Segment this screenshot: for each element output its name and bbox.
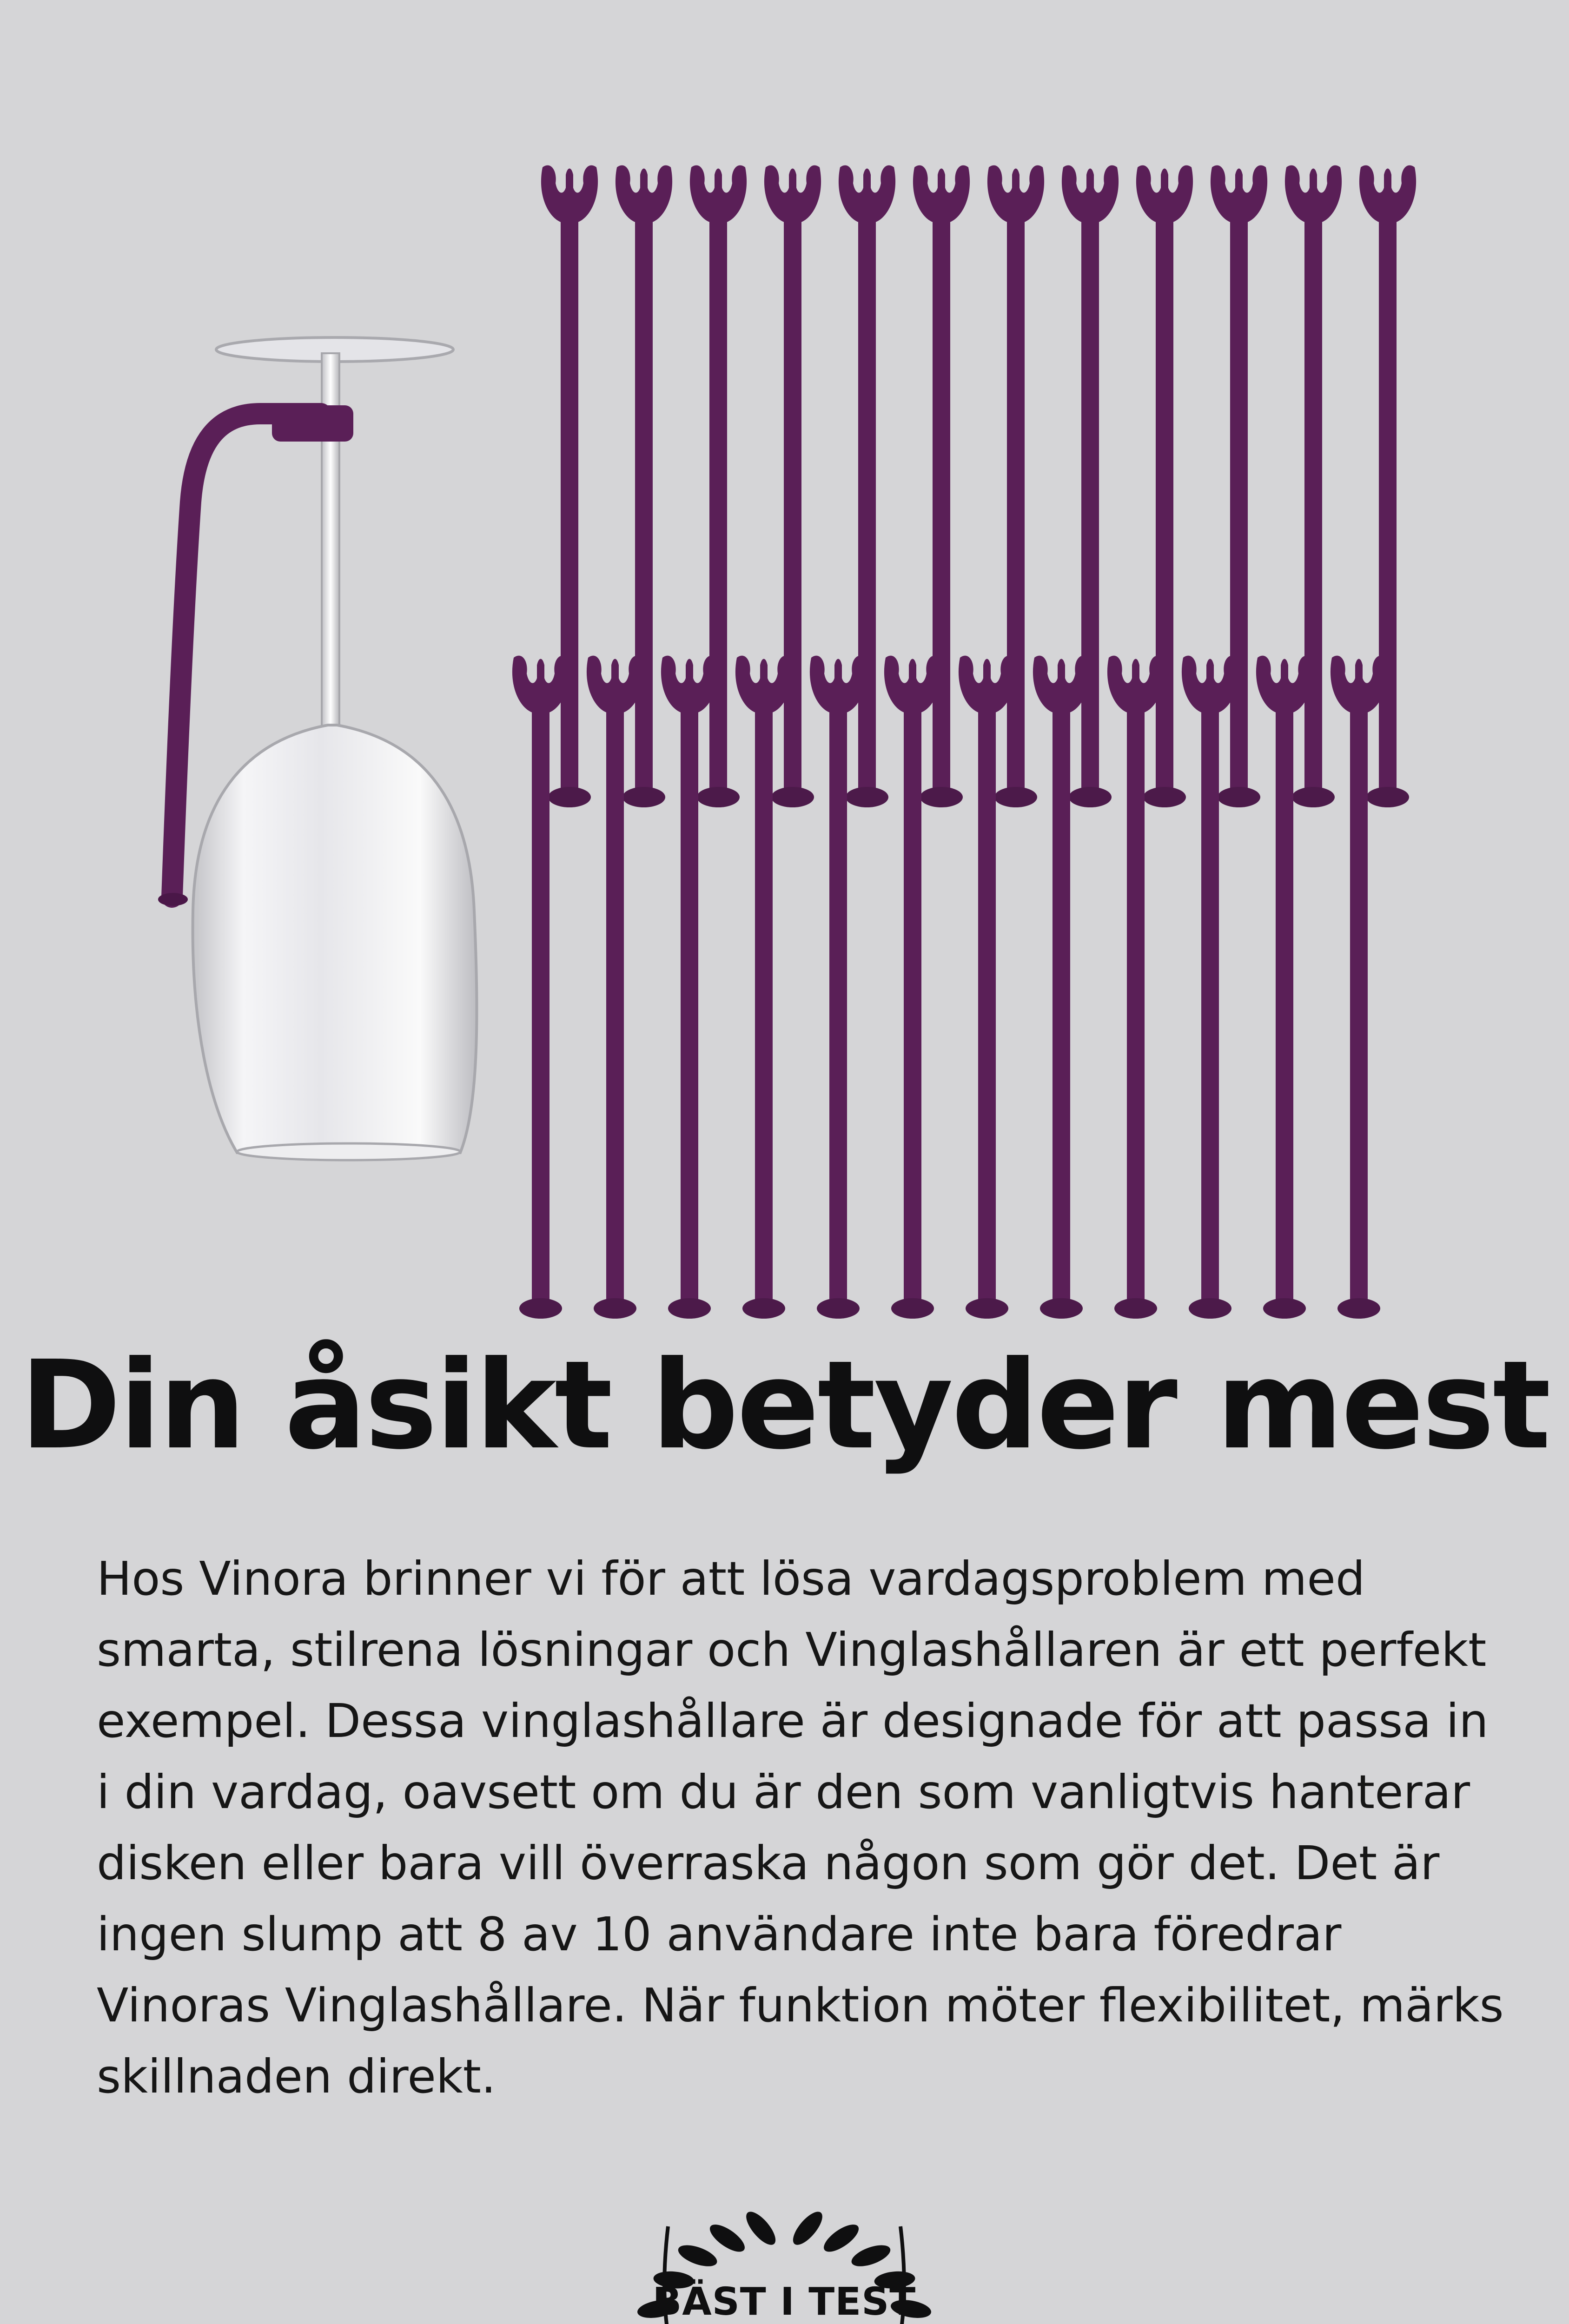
- wine-glass-holder: [587, 656, 643, 1319]
- wine-glass-holder: [959, 656, 1015, 1319]
- award-badge: [603, 2199, 966, 2324]
- wine-glass-illustration: [158, 337, 477, 1160]
- wine-glass-holder: [884, 656, 941, 1319]
- wine-glass-holder: [1033, 656, 1090, 1319]
- wine-glass-holder: [1107, 656, 1164, 1319]
- wine-glass-holder: [661, 656, 718, 1319]
- laurel-leaf: [706, 2219, 749, 2257]
- headline: Din åsikt betyder mest: [20, 1334, 1549, 1476]
- award-title: BÄST I TEST: [652, 2280, 916, 2324]
- wine-glass-holder: [1182, 656, 1238, 1319]
- wine-glass-holder: [810, 656, 867, 1319]
- wine-glass-holder: [512, 656, 569, 1319]
- laurel-leaf: [788, 2207, 827, 2250]
- wine-glass-holder: [1331, 656, 1387, 1319]
- laurel-leaf: [675, 2241, 720, 2271]
- laurel-leaf: [741, 2207, 781, 2250]
- laurel-leaf: [820, 2219, 863, 2257]
- wine-glass-holder: [735, 656, 792, 1319]
- laurel-leaf: [849, 2241, 893, 2271]
- body-paragraph: Hos Vinora brinner vi för att lösa vardagsproblem med smarta, stilrena lösningar och Vinglashållaren är ett perfekt exempel. Dessa vinglashållare är designade för att passa in i din vardag, oavsett om du är den som vanligtvis hanterar disken eller bara vill överraska någon som gör det. Det är ingen slump att 8 av 10 användare inte bara föredrar Vinoras Vinglashållare. När funktion möter flexibilitet, märks skillnaden direkt.: [97, 1552, 1504, 2104]
- wine-glass-holder: [1256, 656, 1313, 1319]
